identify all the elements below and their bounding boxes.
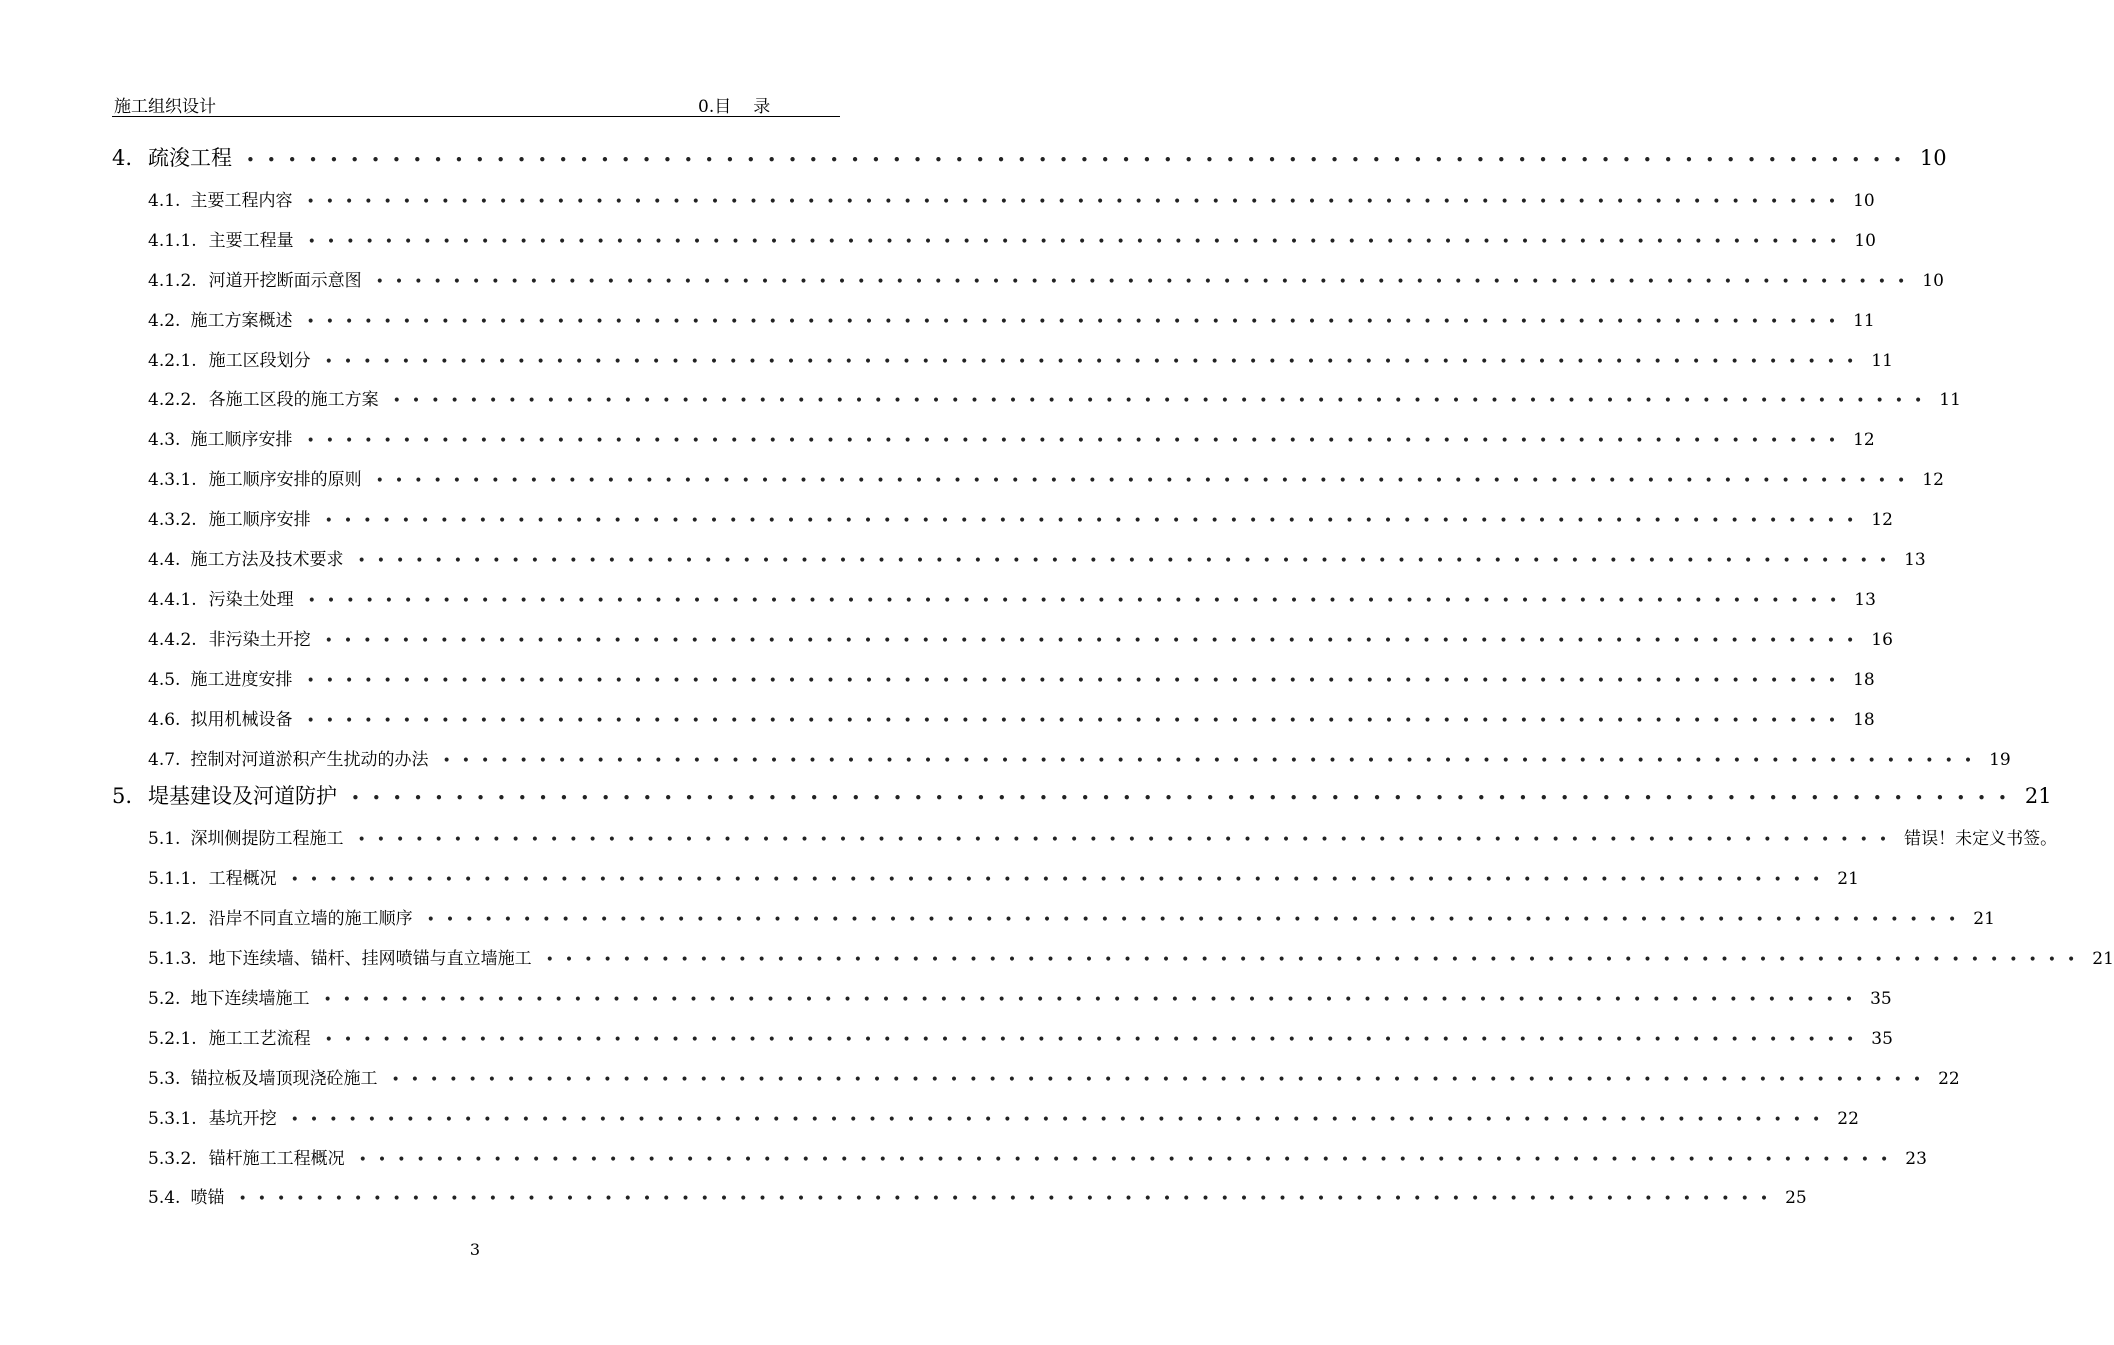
header-section-number: 0.目 [698, 97, 732, 117]
toc-entry-number: 4.1.1. [148, 230, 197, 251]
toc-entry-page: 35 [1870, 988, 1892, 1009]
toc-entry-number: 5.2.1. [148, 1028, 197, 1049]
toc-dot-leader: •••••••••••••••••••••••••••••••••••••••••••••••••••••••••••••••••••••••••••••••• [358, 1151, 1900, 1168]
toc-entry[interactable] [148, 1024, 1893, 1050]
toc-dot-leader: •••••••••••••••••••••••••••••••••••••••••••••••••••••••••••••••••••••••••••••••• [426, 912, 1968, 929]
toc-entry-page: 12 [1853, 430, 1875, 451]
header-section-label: 录 [753, 97, 771, 117]
toc-entry-number: 4.5. [148, 669, 181, 690]
toc-entry-title: 锚杆施工工程概况 [208, 1148, 345, 1169]
toc-entry-number: 4.2.1. [148, 350, 197, 371]
toc-entry-title: 疏浚工程 [148, 146, 233, 170]
toc-entry-page: 23 [1905, 1148, 1927, 1169]
toc-entry-page: 13 [1854, 589, 1876, 610]
toc-dot-leader: •••••••••••••••••••••••••••••••••••••••••••••••••••••••••••••••••••••••••••••••• [246, 151, 1914, 169]
toc-entry-title: 地下连续墙施工 [190, 988, 310, 1009]
toc-entry-number: 5.1.3. [148, 949, 197, 969]
toc-entry[interactable] [148, 864, 1859, 890]
toc-entry[interactable] [148, 425, 1875, 451]
toc-dot-leader: •••••••••••••••••••••••••••••••••••••••••••••••••••••••••••••••••••••••••••••••• [306, 313, 1848, 330]
toc-dot-leader: •••••••••••••••••••••••••••••••••••••••••••••••••••••••••••••••••••••••••••••••• [306, 712, 1848, 729]
toc-entry[interactable] [148, 585, 1876, 611]
toc-entry-number: 5. [112, 784, 133, 809]
toc-entry-number: 5.4. [148, 1188, 181, 1209]
toc-entry-page: 11 [1939, 390, 1961, 411]
toc-entry-title: 施工方案概述 [190, 310, 293, 331]
toc-dot-leader: •••••••••••••••••••••••••••••••••••••••••••••••••••••••••••••••••••••••••••••••• [357, 553, 1899, 569]
toc-dot-leader: •••••••••••••••••••••••••••••••••••••••••••••••••••••••••••••••••••••••••••••••• [357, 832, 1899, 849]
toc-dot-leader: •••••••••••••••••••••••••••••••••••••••••••••••••••••••••••••••••••••••••••••••• [238, 1191, 1780, 1208]
toc-entry-number: 4.2.2. [148, 390, 197, 411]
header-document-title: 施工组织设计 [114, 97, 216, 117]
toc-entry-title: 各施工区段的施工方案 [208, 390, 379, 411]
toc-dot-leader: •••••••••••••••••••••••••••••••••••••••••••••••••••••••••••••••••••••••••••••••• [375, 473, 1917, 490]
toc-entry-number: 4.4.2. [148, 629, 197, 650]
toc-entry-number: 5.3.1. [148, 1108, 197, 1129]
toc-entry[interactable] [148, 1144, 1927, 1170]
toc-entry[interactable] [148, 665, 1875, 691]
toc-entry[interactable] [148, 226, 1876, 252]
toc-entry-title: 污染土处理 [208, 589, 294, 610]
toc-entry-title: 沿岸不同直立墙的施工顺序 [208, 909, 413, 930]
toc-dot-leader: •••••••••••••••••••••••••••••••••••••••••••••••••••••••••••••••••••••••••••••••• [323, 991, 1865, 1008]
toc-entry-page: 22 [1938, 1068, 1960, 1089]
toc-entry-title: 堤基建设及河道防护 [148, 784, 338, 809]
toc-dot-leader: •••••••••••••••••••••••••••••••••••••••••••••••••••••••••••••••••••••••••••••••• [306, 672, 1848, 689]
toc-entry-page: 12 [1871, 510, 1893, 531]
toc-entry[interactable] [148, 1183, 1807, 1209]
toc-entry-title: 主要工程量 [208, 230, 294, 251]
toc-entry[interactable] [148, 824, 2058, 850]
toc-entry-page: 22 [1837, 1108, 1859, 1129]
toc-entry-title: 深圳侧提防工程施工 [190, 829, 344, 850]
toc-entry-title: 施工顺序安排 [190, 430, 293, 451]
toc-entry-number: 5.1. [148, 829, 181, 850]
page-number: 3 [469, 1240, 481, 1259]
toc-entry[interactable] [148, 1064, 1960, 1090]
toc-entry-page: 35 [1871, 1028, 1893, 1049]
toc-entry-page: 13 [1904, 550, 1926, 570]
toc-entry-page: 21 [1837, 869, 1859, 890]
toc-entry-title: 非污染土开挖 [208, 629, 311, 650]
toc-entry-page: 12 [1922, 470, 1944, 491]
toc-entry[interactable] [148, 705, 1875, 731]
toc-entry[interactable] [148, 545, 1926, 571]
toc-entry-page: 11 [1871, 350, 1893, 371]
toc-dot-leader: •••••••••••••••••••••••••••••••••••••••••••••••••••••••••••••••••••••••••••••••• [306, 193, 1848, 210]
toc-entry-number: 4.6. [148, 709, 181, 730]
toc-entry-title: 施工区段划分 [208, 350, 311, 371]
toc-entry-page: 10 [1853, 190, 1875, 211]
toc-entry[interactable] [148, 944, 2114, 970]
toc-dot-leader: •••••••••••••••••••••••••••••••••••••••••••••••••••••••••••••••••••••••••••••••• [324, 353, 1866, 370]
toc-entry-title: 地下连续墙、锚杆、挂网喷锚与直立墙施工 [208, 949, 532, 969]
toc-dot-leader: •••••••••••••••••••••••••••••••••••••••••••••••••••••••••••••••••••••••••••••••• [307, 233, 1849, 250]
toc-entry-title: 工程概况 [208, 869, 277, 890]
toc-dot-leader: •••••••••••••••••••••••••••••••••••••••••••••••••••••••••••••••••••••••••••••••• [442, 752, 1984, 769]
toc-entry-number: 5.2. [148, 988, 181, 1009]
toc-entry-number: 4.4. [148, 550, 181, 570]
toc-entry-title: 主要工程内容 [190, 190, 293, 211]
toc-entry-page: 10 [1922, 270, 1944, 291]
toc-entry-page: 错误！未定义书签。 [1904, 829, 2058, 850]
toc-entry-page: 18 [1853, 669, 1875, 690]
toc-entry-title: 喷锚 [190, 1188, 225, 1209]
toc-dot-leader: •••••••••••••••••••••••••••••••••••••••••••••••••••••••••••••••••••••••••••••••• [392, 393, 1934, 410]
toc-entry-number: 4.2. [148, 310, 181, 331]
toc-entry-title: 河道开挖断面示意图 [208, 270, 362, 291]
toc-dot-leader: •••••••••••••••••••••••••••••••••••••••••••••••••••••••••••••••••••••••••••••••• [306, 433, 1848, 450]
toc-entry[interactable] [112, 780, 2052, 810]
toc-dot-leader: •••••••••••••••••••••••••••••••••••••••••••••••••••••••••••••••••••••••••••••••• [324, 1031, 1866, 1048]
toc-entry-title: 施工顺序安排的原则 [208, 470, 362, 491]
toc-entry-page: 19 [1989, 749, 2011, 770]
toc-entry-title: 基坑开挖 [208, 1108, 277, 1129]
toc-dot-leader: •••••••••••••••••••••••••••••••••••••••••••••••••••••••••••••••••••••••••••••••• [324, 513, 1866, 530]
toc-entry-title: 锚拉板及墙顶现浇砼施工 [190, 1068, 378, 1089]
toc-entry-number: 5.1.2. [148, 909, 197, 930]
toc-entry[interactable] [112, 142, 1947, 172]
toc-entry-title: 施工顺序安排 [208, 510, 311, 531]
toc-entry-title: 拟用机械设备 [190, 709, 293, 730]
toc-entry-title: 施工工艺流程 [208, 1028, 311, 1049]
toc-entry-number: 4.4.1. [148, 589, 197, 610]
toc-entry-number: 4.1. [148, 190, 181, 211]
toc-entry[interactable] [148, 186, 1875, 212]
toc-entry-page: 21 [2024, 784, 2052, 809]
toc-entry-page: 10 [1919, 146, 1947, 170]
toc-entry[interactable] [148, 1104, 1859, 1130]
toc-dot-leader: •••••••••••••••••••••••••••••••••••••••••••••••••••••••••••••••••••••••••••••••• [324, 632, 1866, 649]
toc-entry-page: 16 [1871, 629, 1893, 650]
toc-dot-leader: •••••••••••••••••••••••••••••••••••••••••••••••••••••••••••••••••••••••••••••••• [290, 1111, 1832, 1128]
toc-dot-leader: •••••••••••••••••••••••••••••••••••••••••••••••••••••••••••••••••••••••••••••••• [545, 952, 2087, 968]
toc-entry[interactable] [148, 346, 1893, 372]
toc-entry-title: 施工进度安排 [190, 669, 293, 690]
toc-dot-leader: •••••••••••••••••••••••••••••••••••••••••••••••••••••••••••••••••••••••••••••••• [307, 592, 1849, 609]
toc-entry-page: 11 [1853, 310, 1875, 331]
toc-dot-leader: •••••••••••••••••••••••••••••••••••••••••••••••••••••••••••••••••••••••••••••••• [391, 1071, 1933, 1088]
toc-entry-page: 18 [1853, 709, 1875, 730]
toc-entry-page: 25 [1785, 1188, 1807, 1209]
toc-entry[interactable] [148, 385, 1961, 411]
toc-entry-number: 5.1.1. [148, 869, 197, 890]
toc-entry-number: 4.7. [148, 749, 181, 770]
toc-entry[interactable] [148, 904, 1995, 930]
toc-entry-number: 5.3.2. [148, 1148, 197, 1169]
toc-dot-leader: •••••••••••••••••••••••••••••••••••••••••••••••••••••••••••••••••••••••••••••••• [375, 273, 1917, 290]
toc-entry[interactable] [148, 266, 1944, 292]
toc-entry-title: 施工方法及技术要求 [190, 550, 344, 570]
toc-entry-number: 4.3.1. [148, 470, 197, 491]
toc-entry-number: 4. [112, 146, 133, 170]
toc-entry[interactable] [148, 505, 1893, 531]
toc-entry-number: 4.3.2. [148, 510, 197, 531]
toc-entry[interactable] [148, 984, 1892, 1010]
toc-entry-title: 控制对河道淤积产生扰动的办法 [190, 749, 429, 770]
toc-entry[interactable] [148, 745, 2011, 771]
toc-entry-page: 10 [1854, 230, 1876, 251]
toc-entry[interactable] [148, 306, 1875, 332]
toc-entry-number: 4.1.2. [148, 270, 197, 291]
toc-entry[interactable] [148, 625, 1893, 651]
toc-entry-page: 21 [1973, 909, 1995, 930]
toc-dot-leader: •••••••••••••••••••••••••••••••••••••••••••••••••••••••••••••••••••••••••••••••• [351, 789, 2019, 808]
toc-entry-number: 5.3. [148, 1068, 181, 1089]
toc-dot-leader: •••••••••••••••••••••••••••••••••••••••••••••••••••••••••••••••••••••••••••••••• [290, 872, 1832, 889]
toc-entry-page: 21 [2092, 949, 2114, 969]
toc-entry-number: 4.3. [148, 430, 181, 451]
toc-entry[interactable] [148, 465, 1944, 491]
